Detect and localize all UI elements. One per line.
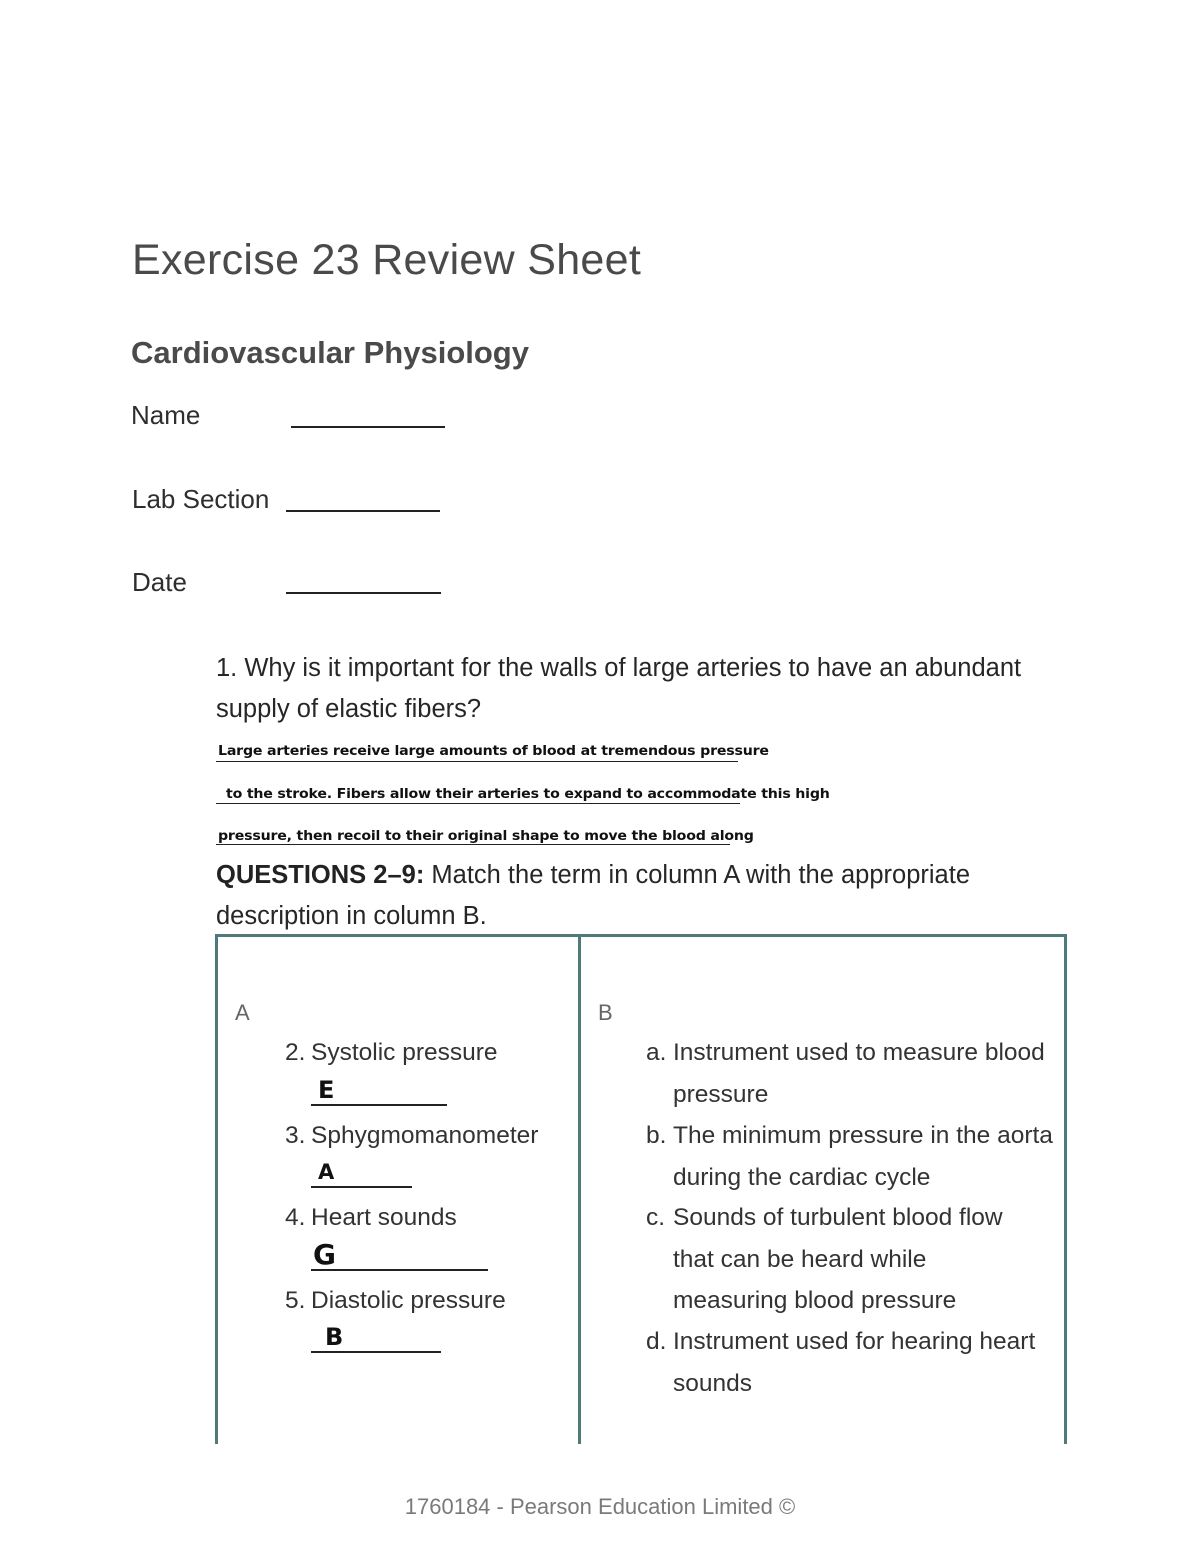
term-label: Diastolic pressure <box>311 1287 506 1314</box>
term-number: 4. <box>285 1204 306 1231</box>
answer-underline-2 <box>216 803 740 804</box>
term-number: 2. <box>285 1039 306 1066</box>
matching-heading-bold: QUESTIONS 2–9: <box>216 861 425 889</box>
term-label: Sphygmomanometer <box>311 1122 539 1149</box>
description-letter: d. <box>646 1328 667 1355</box>
answer-letter-5: B <box>325 1323 344 1351</box>
description-item-c <box>646 1197 1056 1322</box>
description-letter: c. <box>646 1204 666 1231</box>
term-number: 5. <box>285 1287 306 1314</box>
answer-blank-4[interactable] <box>311 1269 488 1271</box>
term-item-3 <box>285 1115 538 1157</box>
lab-section-blank[interactable] <box>286 510 440 512</box>
lab-section-label: Lab Section <box>132 484 270 514</box>
handwritten-answer-line-3: pressure, then recoil to their original shape to move the blood along <box>218 828 754 844</box>
description-text: Sounds of turbulent blood flow that can be heard while measuring blood pressure <box>673 1204 1003 1314</box>
name-blank[interactable] <box>291 426 445 428</box>
answer-underline-1 <box>216 761 738 762</box>
date-label: Date <box>132 567 187 597</box>
answer-blank-2[interactable] <box>311 1104 447 1106</box>
column-divider <box>578 934 581 1444</box>
question-1-text: 1. Why is it important for the walls of large arteries to have an abundant supply of elastic fibers? <box>216 654 1022 723</box>
term-label: Systolic pressure <box>311 1039 498 1066</box>
term-label: Heart sounds <box>311 1204 457 1231</box>
page-title: Exercise 23 Review Sheet <box>132 236 642 284</box>
name-label: Name <box>131 400 201 430</box>
term-item-5 <box>285 1280 506 1322</box>
page-footer: 1760184 - Pearson Education Limited © <box>404 1494 796 1519</box>
page-subtitle: Cardiovascular Physiology <box>131 335 529 370</box>
handwritten-answer-line-2: to the stroke. Fibers allow their arteries to expand to accommodate this high <box>226 786 830 802</box>
answer-letter-3: A <box>318 1160 335 1184</box>
term-number: 3. <box>285 1122 306 1149</box>
answer-letter-4: G <box>313 1238 336 1271</box>
answer-underline-3 <box>216 844 730 845</box>
description-letter: b. <box>646 1122 667 1149</box>
matching-heading-text: Match the term in column A with the appropriate description in column B. <box>216 861 971 930</box>
answer-blank-5[interactable] <box>311 1351 441 1353</box>
description-item-d <box>646 1321 1056 1404</box>
term-item-2 <box>285 1032 498 1074</box>
matching-instructions <box>216 855 1076 937</box>
description-text: Instrument used to measure blood pressure <box>673 1039 1045 1108</box>
description-item-b <box>646 1115 1056 1198</box>
description-item-a <box>646 1032 1056 1115</box>
description-text: The minimum pressure in the aorta during the cardiac cycle <box>673 1122 1053 1191</box>
handwritten-answer-line-1: Large arteries receive large amounts of blood at tremendous pressure <box>218 743 769 759</box>
term-item-4 <box>285 1197 457 1239</box>
column-a-header: A <box>235 1000 250 1025</box>
column-b-header: B <box>598 1000 613 1025</box>
description-letter: a. <box>646 1039 667 1066</box>
description-text: Instrument used for hearing heart sounds <box>673 1328 1036 1397</box>
answer-blank-3[interactable] <box>311 1186 412 1188</box>
answer-letter-2: E <box>318 1076 335 1104</box>
date-blank[interactable] <box>286 592 441 594</box>
